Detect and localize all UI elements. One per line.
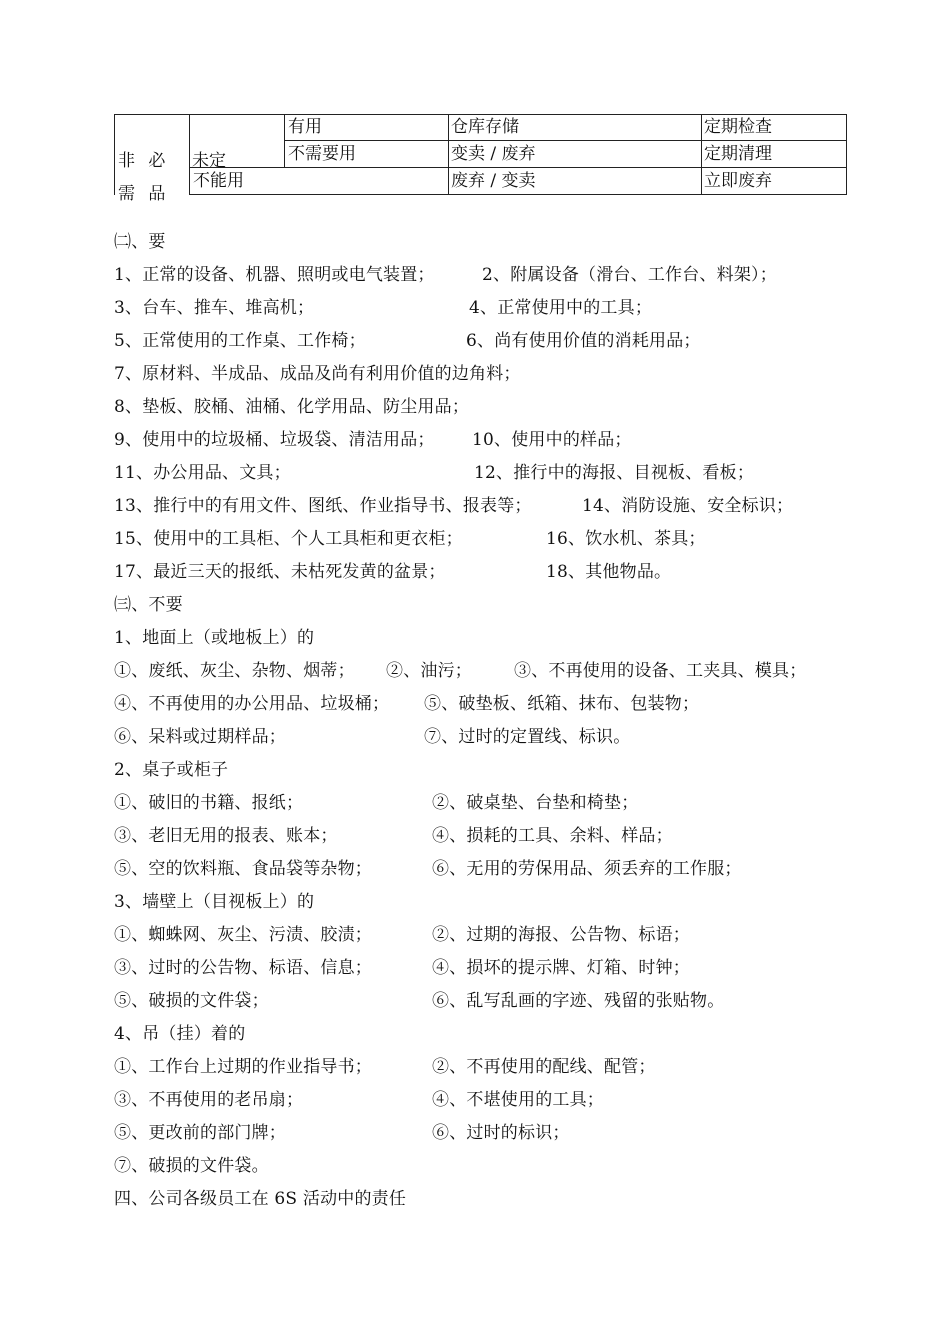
category-label-line1: 非 必 (118, 151, 170, 171)
hanging-item-1: ①、工作台上过期的作业指导书； (114, 1057, 372, 1077)
desk-item-1: ①、破旧的书籍、报纸； (114, 793, 304, 813)
floor-item-7: ⑦、过时的定置线、标识。 (424, 727, 631, 747)
section-heading-keep: ㈡、要 (114, 232, 166, 252)
row-unusable-frequency: 立即废弃 (704, 171, 772, 191)
row-useful-action: 仓库存储 (451, 117, 519, 137)
keep-item-14: 14、消防设施、安全标识； (582, 496, 794, 516)
classification-table (114, 114, 847, 204)
keep-item-7: 7、原材料、半成品、成品及尚有利用价值的边角料； (114, 364, 521, 384)
keep-item-6: 6、尚有使用价值的消耗用品； (466, 331, 701, 351)
floor-item-5: ⑤、破垫板、纸箱、抹布、包装物； (424, 694, 700, 714)
keep-item-10: 10、使用中的样品； (472, 430, 632, 450)
keep-item-4: 4、正常使用中的工具； (469, 298, 653, 318)
floor-item-6: ⑥、呆料或过期样品； (114, 727, 286, 747)
floor-item-3: ③、不再使用的设备、工夹具、模具； (514, 661, 807, 681)
wall-item-2: ②、过期的海报、公告物、标语； (432, 925, 690, 945)
desk-item-2: ②、破桌垫、台垫和椅垫； (432, 793, 639, 813)
keep-item-16: 16、饮水机、茶具； (546, 529, 706, 549)
section-heading-discard: ㈢、不要 (114, 595, 183, 615)
floor-item-2: ②、油污； (386, 661, 472, 681)
row-unneeded-frequency: 定期清理 (704, 144, 772, 164)
section-heading-responsibility: 四、公司各级员工在 6S 活动中的责任 (114, 1189, 407, 1209)
row-unusable-action: 废弃 / 变卖 (451, 171, 536, 191)
hanging-item-3: ③、不再使用的老吊扇； (114, 1090, 304, 1110)
hanging-item-7: ⑦、破损的文件袋。 (114, 1156, 269, 1176)
hanging-item-2: ②、不再使用的配线、配管； (432, 1057, 656, 1077)
keep-item-15: 15、使用中的工具柜、个人工具柜和更衣柜； (114, 529, 463, 549)
discard-group-desk-title: 2、桌子或柜子 (114, 760, 229, 780)
hanging-item-5: ⑤、更改前的部门牌； (114, 1123, 286, 1143)
hanging-item-6: ⑥、过时的标识； (432, 1123, 570, 1143)
keep-item-1: 1、正常的设备、机器、照明或电气装置； (114, 265, 435, 285)
desk-item-4: ④、损耗的工具、余料、样品； (432, 826, 673, 846)
row-useful-sub: 有用 (288, 117, 322, 137)
keep-item-17: 17、最近三天的报纸、未枯死发黄的盆景； (114, 562, 446, 582)
wall-item-3: ③、过时的公告物、标语、信息； (114, 958, 372, 978)
wall-item-1: ①、蜘蛛网、灰尘、污渍、胶渍； (114, 925, 372, 945)
hanging-item-4: ④、不堪使用的工具； (432, 1090, 604, 1110)
row-useful-frequency: 定期检查 (704, 117, 772, 137)
row-unusable-sub: 不能用 (193, 171, 244, 191)
floor-item-4: ④、不再使用的办公用品、垃圾桶； (114, 694, 390, 714)
keep-item-2: 2、附属设备（滑台、工作台、料架）； (482, 265, 777, 285)
row-unneeded-sub: 不需要用 (288, 144, 356, 164)
floor-item-1: ①、废纸、灰尘、杂物、烟蒂； (114, 661, 355, 681)
wall-item-6: ⑥、乱写乱画的字迹、残留的张贴物。 (432, 991, 725, 1011)
keep-item-12: 12、推行中的海报、目视板、看板； (474, 463, 755, 483)
wall-item-4: ④、损坏的提示牌、灯箱、时钟； (432, 958, 690, 978)
keep-item-3: 3、台车、推车、堆高机； (114, 298, 315, 318)
desk-item-5: ⑤、空的饮料瓶、食品袋等杂物； (114, 859, 372, 879)
keep-item-5: 5、正常使用的工作桌、工作椅； (114, 331, 366, 351)
keep-item-18: 18、其他物品。 (546, 562, 672, 582)
keep-item-8: 8、垫板、胶桶、油桶、化学用品、防尘用品； (114, 397, 470, 417)
keep-item-13: 13、推行中的有用文件、图纸、作业指导书、报表等； (114, 496, 532, 516)
discard-group-hanging-title: 4、吊（挂）着的 (114, 1024, 246, 1044)
wall-item-5: ⑤、破损的文件袋； (114, 991, 269, 1011)
desk-item-6: ⑥、无用的劳保用品、须丢弃的工作服； (432, 859, 742, 879)
discard-group-wall-title: 3、墙壁上（目视板上）的 (114, 892, 315, 912)
discard-group-floor-title: 1、地面上（或地板上）的 (114, 628, 315, 648)
keep-item-9: 9、使用中的垃圾桶、垃圾袋、清洁用品； (114, 430, 435, 450)
undecided-label: 未定 (192, 151, 226, 171)
category-label-line2: 需 品 (118, 184, 170, 204)
row-unneeded-action: 变卖 / 废弃 (451, 144, 536, 164)
desk-item-3: ③、老旧无用的报表、账本； (114, 826, 338, 846)
keep-item-11: 11、办公用品、文具； (114, 463, 291, 483)
